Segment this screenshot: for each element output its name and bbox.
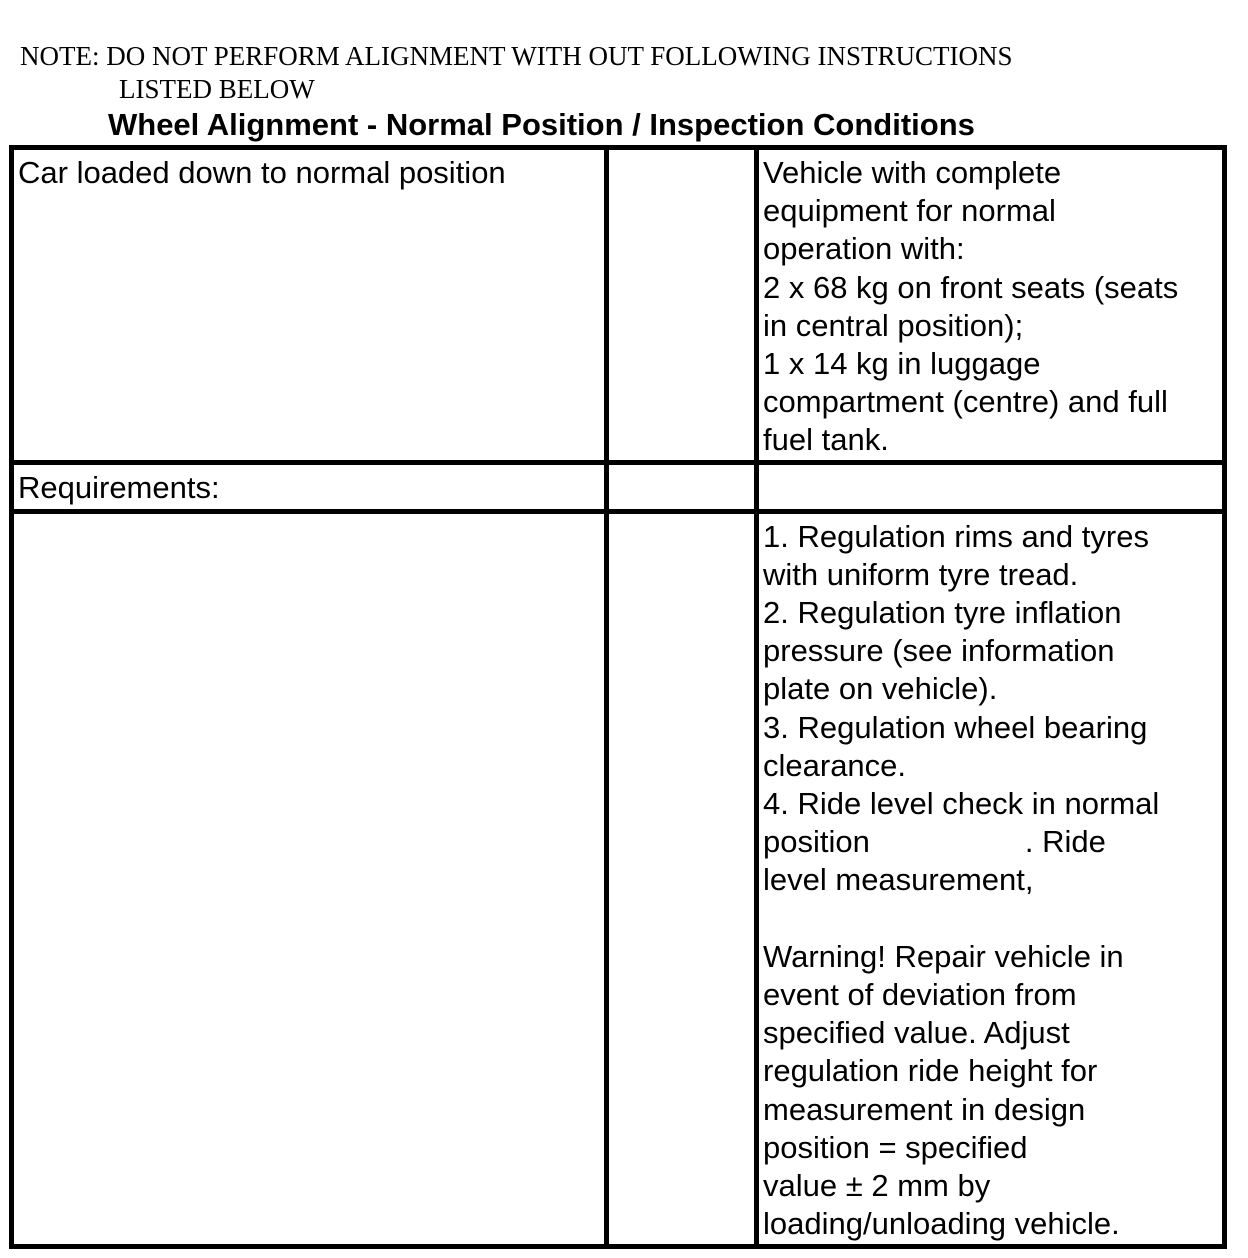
warning-text: level measurement, Warning! Repair vehicle in event of deviation from specified value. Adjust regulation ride height for measurement in design position = specified value ± 2 mm by loading/unloading vehicle. xyxy=(763,862,1124,1242)
note xyxy=(20,40,1013,106)
row2-label-cell: Requirements: xyxy=(12,462,607,511)
table-row xyxy=(12,462,1225,511)
row3-requirements-cell xyxy=(757,511,1225,1246)
requirements-list: 1. Regulation rims and tyres with uniform tyre tread. 2. Regulation tyre inflation pressure (see information plate on vehicle). 3. Regulation wheel bearing clearance. 4. Ride level check in normal xyxy=(763,518,1160,822)
table-row xyxy=(12,148,1225,463)
note-line-1: NOTE: DO NOT PERFORM ALIGNMENT WITH OUT FOLLOWING INSTRUCTIONS xyxy=(20,41,1013,71)
row2-description-cell xyxy=(757,462,1225,511)
row1-middle-cell xyxy=(607,148,757,463)
row2-middle-cell xyxy=(607,462,757,511)
row1-label-cell: Car loaded down to normal position xyxy=(12,148,607,463)
note-line-2: LISTED BELOW xyxy=(119,74,315,104)
row3-middle-cell xyxy=(607,511,757,1246)
conditions-table-container xyxy=(9,145,1222,1249)
ride-position-line: position . Ride xyxy=(763,824,1106,860)
row1-description-cell: Vehicle with complete equipment for normal operation with: 2 x 68 kg on front seats (seats in central position); 1 x 14 kg in luggage compartment (centre) and full fuel tank. xyxy=(757,148,1225,463)
row3-label-cell xyxy=(12,511,607,1246)
page-title: Wheel Alignment - Normal Position / Inspection Conditions xyxy=(108,107,975,142)
table-row xyxy=(12,511,1225,1246)
conditions-table xyxy=(9,145,1227,1249)
